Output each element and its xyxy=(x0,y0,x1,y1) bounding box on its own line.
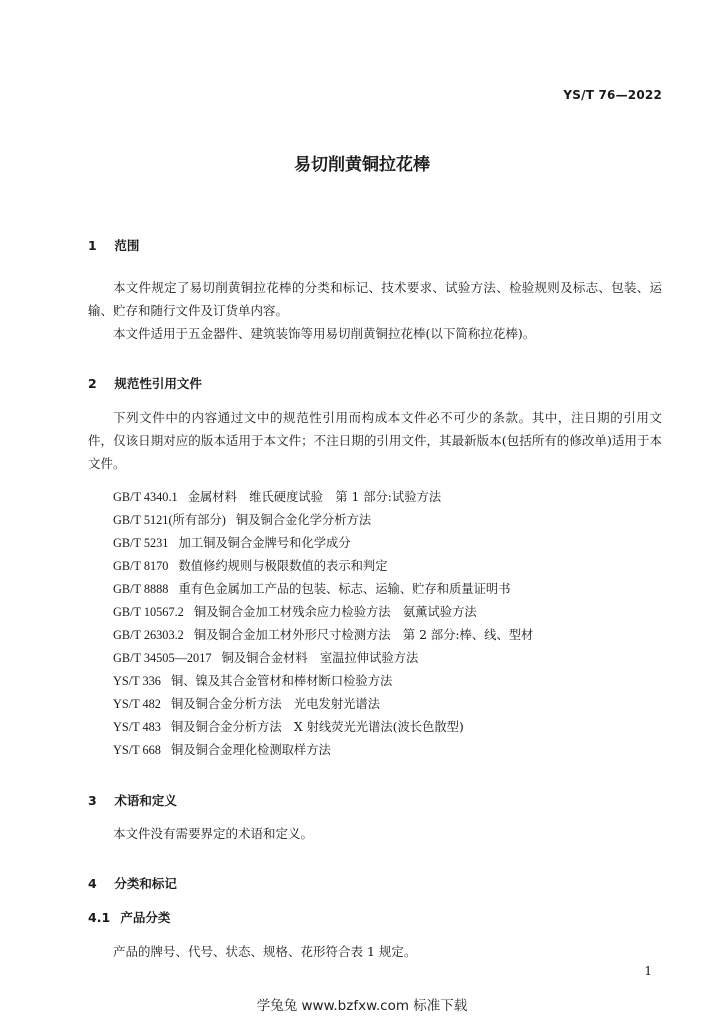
section-number: 2 xyxy=(88,376,97,391)
reference-item xyxy=(113,670,533,693)
reference-item xyxy=(113,716,533,739)
section-number: 1 xyxy=(88,238,97,253)
reference-code: GB/T 8888 xyxy=(113,582,169,596)
reference-title: 重有色金属加工产品的包装、标志、运输、贮存和质量证明书 xyxy=(178,582,511,596)
reference-item xyxy=(113,624,533,647)
section-title: 术语和定义 xyxy=(114,793,177,808)
section-1-paragraph-1: 本文件规定了易切削黄铜拉花棒的分类和标记、技术要求、试验方法、检验规则及标志、包装、运输、贮存和随行文件及订货单内容。 xyxy=(88,280,662,318)
reference-title: 铜及铜合金加工材残余应力检验方法 氨薰试验方法 xyxy=(193,605,477,619)
reference-item xyxy=(113,647,533,670)
reference-title: 铜及铜合金理化检测取样方法 xyxy=(170,743,331,757)
reference-title: 数值修约规则与极限数值的表示和判定 xyxy=(178,559,388,573)
reference-code: GB/T 34505—2017 xyxy=(113,651,212,665)
reference-title: 铜及铜合金分析方法 光电发射光谱法 xyxy=(170,697,381,711)
section-number: 3 xyxy=(88,793,97,808)
section-4-1-heading xyxy=(88,908,170,926)
page-number: 1 xyxy=(644,964,652,978)
section-1-paragraph-2: 本文件适用于五金器件、建筑装饰等用易切削黄铜拉花棒(以下简称拉花棒)。 xyxy=(113,326,536,341)
reference-title: 金属材料 维氏硬度试验 第 1 部分:试验方法 xyxy=(187,490,442,504)
reference-code: GB/T 26303.2 xyxy=(113,628,184,642)
reference-item xyxy=(113,739,533,762)
reference-item xyxy=(113,578,533,601)
reference-item xyxy=(113,486,533,509)
section-3-heading xyxy=(88,791,177,809)
reference-title: 铜及铜合金加工材外形尺寸检测方法 第 2 部分:棒、线、型材 xyxy=(193,628,534,642)
reference-title: 铜及铜合金材料 室温拉伸试验方法 xyxy=(221,651,419,665)
reference-title: 铜及铜合金化学分析方法 xyxy=(235,513,372,527)
reference-code: YS/T 336 xyxy=(113,674,161,688)
section-1-heading xyxy=(88,236,139,254)
reference-title: 铜、镍及其合金管材和棒材断口检验方法 xyxy=(170,674,393,688)
reference-item xyxy=(113,532,533,555)
section-3-paragraph: 本文件没有需要界定的术语和定义。 xyxy=(113,826,314,841)
section-title: 分类和标记 xyxy=(114,876,177,891)
reference-item xyxy=(113,509,533,532)
reference-code: GB/T 5231 xyxy=(113,536,169,550)
section-2-paragraph: 下列文件中的内容通过文中的规范性引用而构成本文件必不可少的条款。其中，注日期的引用文件，仅该日期对应的版本适用于本文件；不注日期的引用文件，其最新版本(包括所有的修改单)适用于本文件。 xyxy=(88,410,662,471)
section-title: 产品分类 xyxy=(120,910,171,925)
reference-code: GB/T 4340.1 xyxy=(113,490,178,504)
section-4-heading xyxy=(88,874,177,892)
section-2-heading xyxy=(88,374,202,392)
reference-item xyxy=(113,601,533,624)
reference-code: YS/T 482 xyxy=(113,697,161,711)
section-title: 规范性引用文件 xyxy=(114,376,202,391)
reference-title: 加工铜及铜合金牌号和化学成分 xyxy=(178,536,351,550)
section-title: 范围 xyxy=(114,238,140,253)
reference-code: GB/T 8170 xyxy=(113,559,169,573)
reference-code: GB/T 10567.2 xyxy=(113,605,184,619)
section-4-1-paragraph: 产品的牌号、代号、状态、规格、花形符合表 1 规定。 xyxy=(113,944,417,959)
section-number: 4.1 xyxy=(88,910,111,925)
reference-code: GB/T 5121(所有部分) xyxy=(113,513,226,527)
section-number: 4 xyxy=(88,876,97,891)
reference-list xyxy=(113,486,533,762)
reference-title: 铜及铜合金分析方法 X 射线荧光光谱法(波长色散型) xyxy=(170,720,464,734)
reference-code: YS/T 668 xyxy=(113,743,161,757)
watermark-footer: 学兔兔 www.bzfxw.com 标准下载 xyxy=(256,998,468,1014)
standard-number: YS/T 76—2022 xyxy=(563,88,662,102)
reference-item xyxy=(113,555,533,578)
reference-code: YS/T 483 xyxy=(113,720,161,734)
document-title: 易切削黄铜拉花棒 xyxy=(294,155,430,175)
reference-item xyxy=(113,693,533,716)
